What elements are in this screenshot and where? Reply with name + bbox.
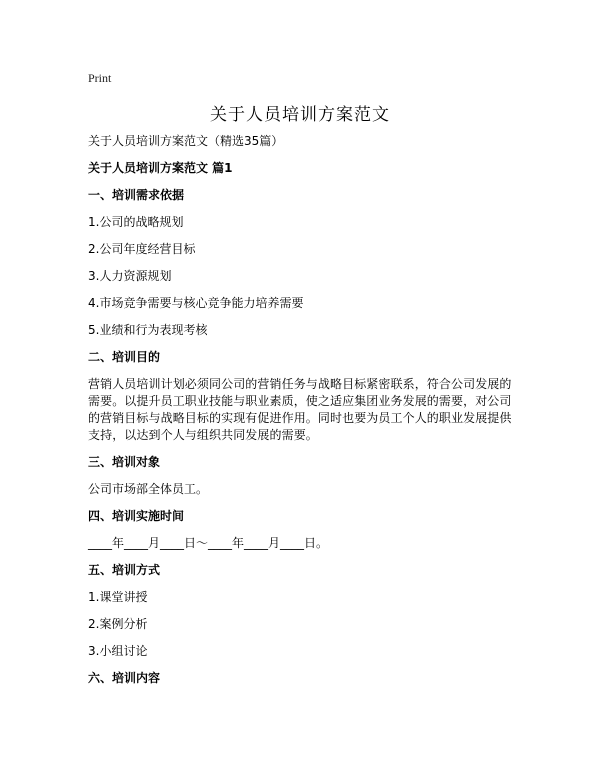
list-item: 3.人力资源规划 <box>88 269 172 283</box>
list-item: 5.业绩和行为表现考核 <box>88 323 208 337</box>
heading-content: 六、培训内容 <box>88 671 161 685</box>
document-subtitle: 关于人员培训方案范文（精选35篇） <box>88 134 284 148</box>
list-item: 1.公司的战略规划 <box>88 215 184 229</box>
purpose-paragraph: 营销人员培训计划必须同公司的营销任务与战略目标紧密联系，符合公司发展的需要。以提升员工职业技能与职业素质，使之适应集团业务发展的需要，对公司的营销目标与战略目标的实现有促进作用。同时也要为员工个人的职业发展提供支持，以达到个人与组织共同发展的需要。 <box>88 377 512 442</box>
time-paragraph: ____年____月____日～____年____月____日。 <box>88 536 329 550</box>
document-body <box>88 133 522 697</box>
list-item: 3.小组讨论 <box>88 644 148 658</box>
section-title: 关于人员培训方案范文 篇1 <box>88 161 233 175</box>
document-title: 关于人员培训方案范文 <box>210 105 390 125</box>
list-item: 2.案例分析 <box>88 617 148 631</box>
heading-methods: 五、培训方式 <box>88 563 161 577</box>
list-item: 1.课堂讲授 <box>88 590 148 604</box>
list-item: 4.市场竞争需要与核心竞争能力培养需要 <box>88 296 304 310</box>
heading-needs: 一、培训需求依据 <box>88 188 185 202</box>
heading-target: 三、培训对象 <box>88 455 161 469</box>
print-link[interactable]: Print <box>88 71 112 85</box>
list-item: 2.公司年度经营目标 <box>88 242 196 256</box>
heading-time: 四、培训实施时间 <box>88 509 185 523</box>
target-paragraph: 公司市场部全体员工。 <box>88 482 209 496</box>
heading-purpose: 二、培训目的 <box>88 350 161 364</box>
